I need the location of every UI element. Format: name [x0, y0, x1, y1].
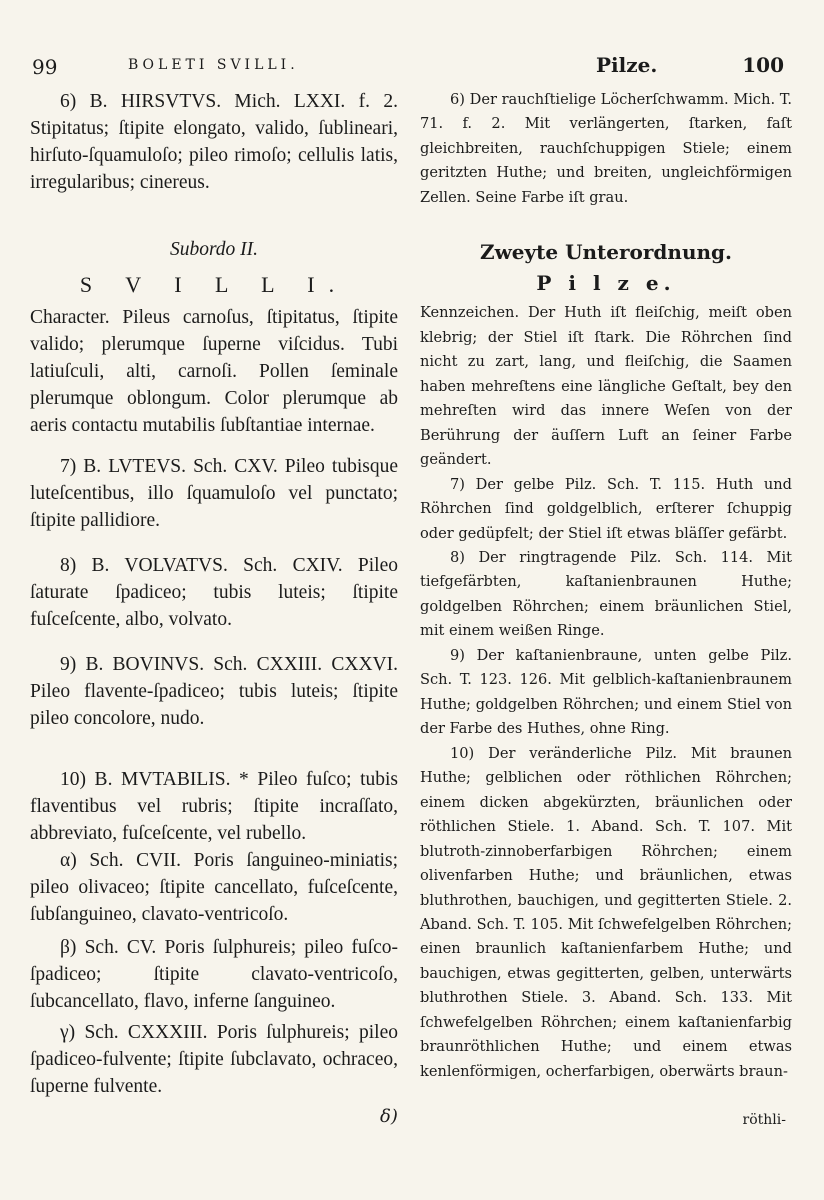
page-number-left: 99 — [32, 55, 58, 79]
entry-8-latin: 8) B. VOLVATVS. Sch. CXIV. Pileo ſaturate ſpadiceo; tubis luteis; ſtipite fuſceſcente, albo, volvato. — [30, 555, 398, 630]
latin-column — [30, 0, 398, 1200]
entry-7-german: 7) Der gelbe Pilz. Sch. T. 115. Huth und Röhrchen ſind goldgelblich, erſterer ſchuppig oder gedüpfelt; der Stiel iſt etwas bläſſer gefärbt. — [420, 475, 792, 542]
catchword-left: δ) — [380, 1106, 398, 1127]
variety-alpha: α) Sch. CVII. Poris ſanguineo-miniatis; pileo olivaceo; ſtipite cancellato, fuſceſcente, ſubſanguineo, clavato-ventricoſo. — [30, 850, 398, 925]
variety-gamma: γ) Sch. CXXXIII. Poris ſulphureis; pileo ſpadiceo-fulvente; ſtipite ſubclavato, ochraceo, ſuperne fulvente. — [30, 1022, 398, 1097]
running-title-left: BOLETI SVILLI. — [128, 57, 299, 73]
character-paragraph: Character. Pileus carnoſus, ſtipitatus, ſtipite valido; plerumque ſuperne viſcidus. Tubi latiuſculi, alti, carnoſi. Pollen ſeminale plerumque oblongum. Color plerumque ab aeris contactu mutabilis ſubſtantiae internae. — [30, 307, 398, 436]
running-head-left — [30, 55, 398, 85]
page-number-right: 100 — [742, 53, 784, 77]
catchword-right: röthli- — [742, 1112, 786, 1128]
kennzeichen-paragraph: Kennzeichen. Der Huth iſt fleiſchig, meiſt oben klebrig; der Stiel iſt ſtark. Die Röhrchen ſind nicht zu zart, lang, und fleiſchig, die Saamen haben mehreſtens eine längliche Geſtalt, bey den mehreſten wird das innere Weſen von der Berührung der äuſſern Luft an ſeiner Farbe geändert. — [420, 304, 792, 469]
german-text — [420, 88, 792, 1084]
entry-10-german: 10) Der veränderliche Pilz. Mit braunen Huthe; gelblichen oder röthlichen Röhrchen; einem dicken abgekürzten, bräunlichen oder röthlichen Stiele. 1. Aband. Sch. T. 107. Mit blutroth-zinnoberfarbigen Röhrchen; einem olivenfarben Huthe; und bräunlichen, etwas bluthrothen, bauchigen, und gegitterten Stiele. 2. Aband. Sch. T. 105. Mit ſchwefelgelben Röhrchen; einen braunlich kaſtanienfarbem Huthe; und bauchigen, etwas gegitterten, gelben, unterwärts bluthrothen Stiele. 3. Aband. Sch. 133. Mit ſchwefelgelben Röhrchen; einem kaſtanienfarbig braunröthlichen Huthe; und einem etwas kenlenförmigen, ocherfarbigen, oberwärts braun- — [420, 744, 792, 1080]
entry-7-latin: 7) B. LVTEVS. Sch. CXV. Pileo tubisque luteſcentibus, illo ſquamuloſo vel punctato; ſtipite pallidiore. — [30, 456, 398, 531]
entry-6-latin: 6) B. HIRSVTVS. Mich. LXXI. f. 2. Stipitatus; ſtipite elongato, valido, ſublineari, hirſuto-ſquamuloſo; pileo rimoſo; cellulis latis, irregularibus; cinereus. — [30, 91, 398, 193]
pilze-heading: P i l z e. — [536, 270, 676, 295]
entry-9-latin: 9) B. BOVINVS. Sch. CXXIII. CXXVI. Pileo flavente-ſpadiceo; tubis luteis; ſtipite pileo concolore, nudo. — [30, 654, 398, 729]
latin-text — [30, 88, 398, 1100]
entry-10-latin: 10) B. MVTABILIS. * Pileo fuſco; tubis flaventibus vel rubris; ſtipite incraſſato, abbreviato, fuſceſcente, vel rubello. — [30, 769, 398, 844]
svilli-heading: S V I L L I. — [79, 272, 349, 297]
subordo-heading: Subordo II. — [169, 239, 259, 260]
entry-6-german: 6) Der rauchſtielige Löcherſchwamm. Mich. T. 71. f. 2. Mit verlängerten, ſtarken, faſt gleichbreiten, rauchſchuppigen Stiele; einem geritzten Huthe; und breiten, ungleichförmigen Zellen. Seine Farbe iſt grau. — [420, 91, 792, 206]
running-head-right — [420, 55, 792, 85]
variety-beta: β) Sch. CV. Poris ſulphureis; pileo fuſco-ſpadiceo; ſtipite clavato-ventricoſo, ſubcancellato, flavo, inferne ſanguineo. — [30, 937, 398, 1012]
german-column — [420, 0, 792, 1200]
zweyte-heading: Zweyte Unterordnung. — [479, 240, 732, 265]
entry-8-german: 8) Der ringtragende Pilz. Sch. 114. Mit tiefgefärbten, kaſtanienbraunen Huthe; goldgelben Röhrchen; einem bräunlichen Stiel, mit einem weißen Ringe. — [420, 548, 792, 640]
entry-9-german: 9) Der kaſtanienbraune, unten gelbe Pilz. Sch. T. 123. 126. Mit gelblich-kaſtanienbraunem Huthe; goldgelben Röhrchen; und einem Stiel von der Farbe des Huthes, ohne Ring. — [420, 646, 792, 738]
running-title-right: Pilze. — [596, 53, 658, 77]
